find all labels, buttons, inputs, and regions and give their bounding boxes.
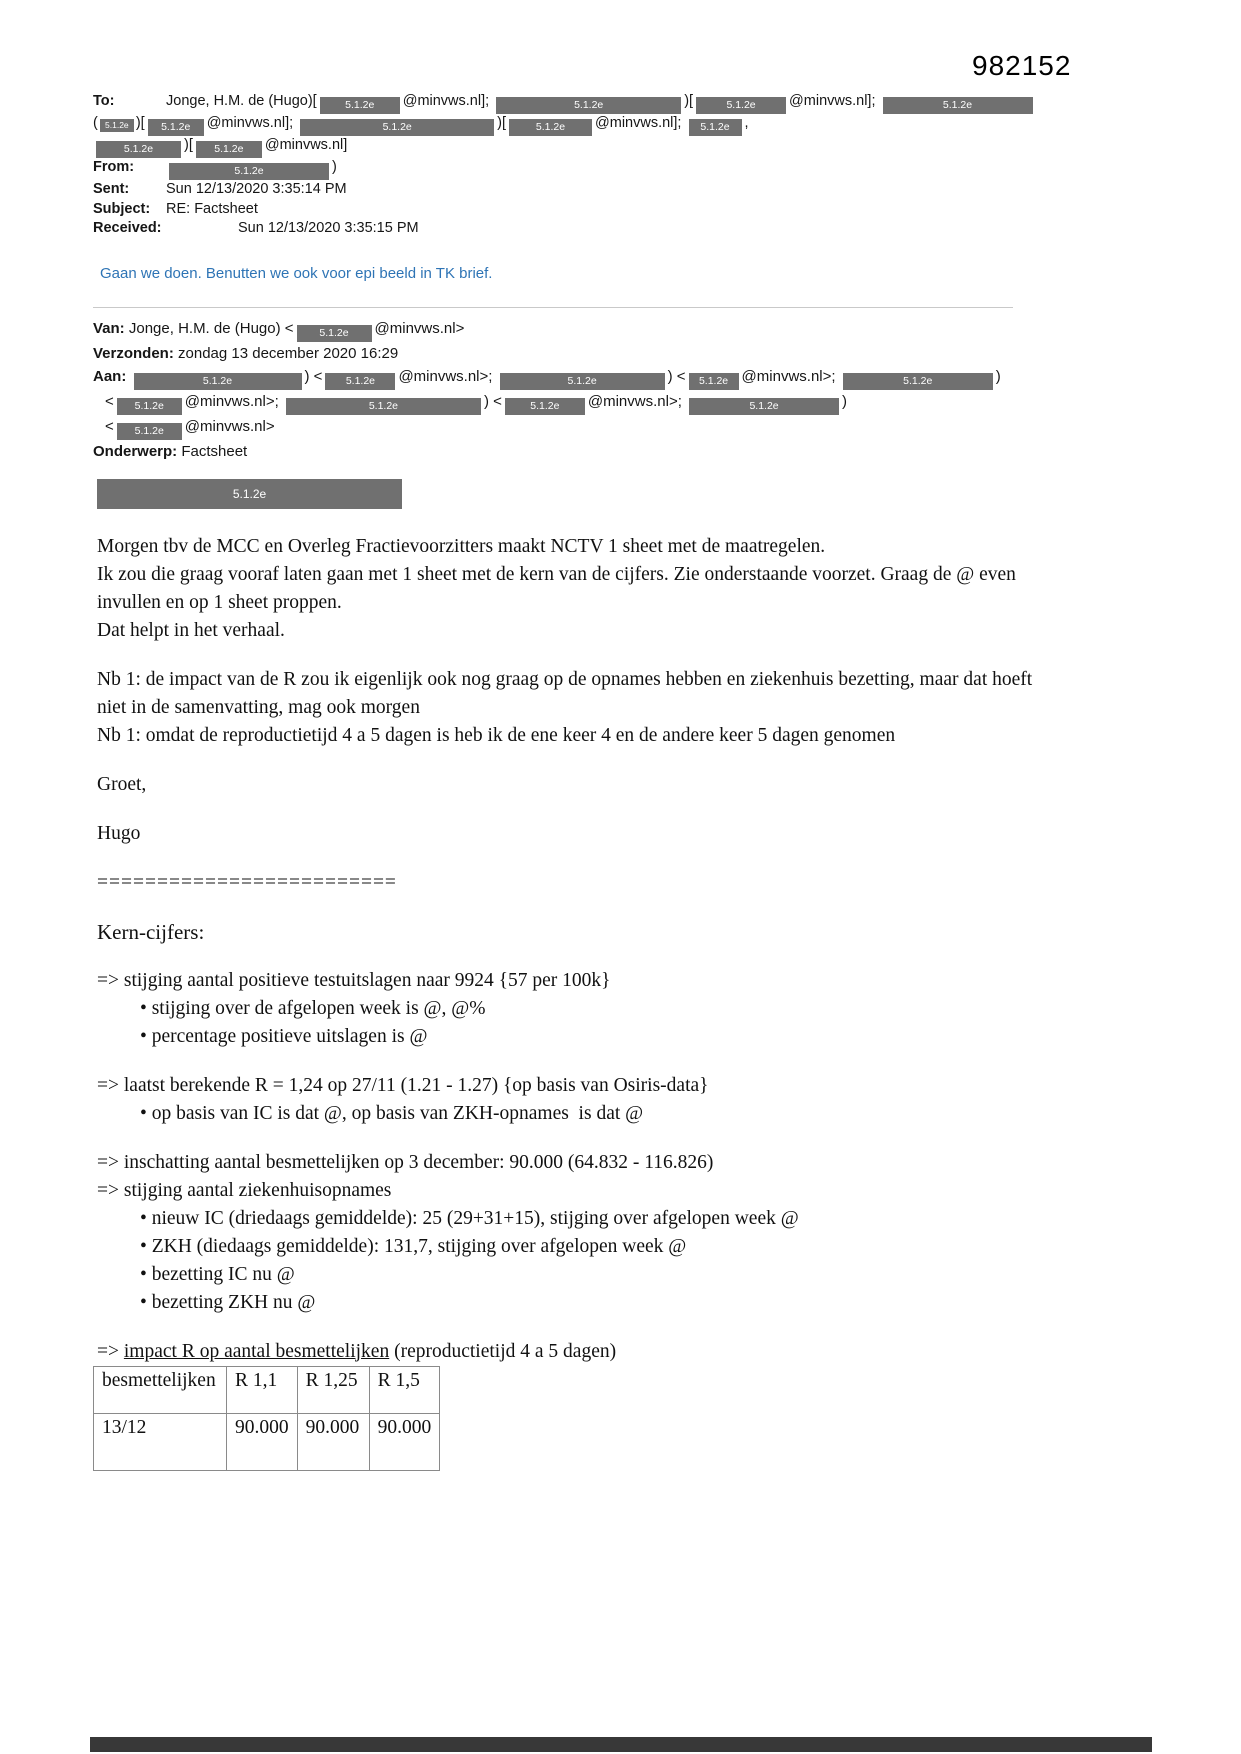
redaction-box: 5.1.2e [117,398,182,415]
text-fragment: @minvws.nl>; [398,367,497,385]
redaction-box: 5.1.2e [134,373,302,390]
header-field-label: From: [93,159,135,175]
text-fragment: => [97,1340,124,1362]
text-fragment: )[ [135,115,145,131]
redaction-box: 5.1.2e [169,163,329,180]
header-line [93,158,1155,180]
table-header-cell: besmettelijken [94,1366,227,1413]
redaction-box: 5.1.2e [883,97,1033,114]
header-divider-line [93,307,1013,308]
body-line: niet in de samenvatting, mag ook morgen [97,696,420,718]
text-fragment: ) < [483,392,502,410]
header-line [93,440,1155,463]
email-header-outlook [93,92,1155,239]
text-fragment: @minvws.nl>; [587,392,687,410]
blank-line [97,848,1155,869]
header-field-label: Onderwerp: [93,442,182,460]
header-line [93,390,1155,415]
redaction-box: 5.1.2e [196,141,262,158]
email-body [97,533,1155,1366]
text-fragment: ) < [667,367,686,385]
table-cell: 90.000 [297,1413,369,1470]
body-line: Kern-cijfers: [97,919,205,944]
header-line [93,365,1155,390]
header-line [93,415,1155,440]
text-fragment: ) [332,159,337,175]
redaction-box: 5.1.2e [286,398,481,415]
body-line: • nieuw IC (driedaags gemiddelde): 25 (29+31+15), stijging over afgelopen week @ [140,1207,799,1229]
blank-line [97,799,1155,820]
text-fragment: (reproductietijd 4 a 5 dagen) [389,1340,617,1362]
text-fragment: ) < [304,367,323,385]
document-number: 982152 [972,50,1072,81]
table-header-cell: R 1,5 [369,1366,440,1413]
email-content [93,92,1155,1471]
header-field-label: Subject: [93,200,151,217]
text-fragment: @minvws.nl]; [595,115,686,131]
header-field-label: To: [93,93,115,109]
body-line: • op basis van IC is dat @, op basis van ZKH-opnames is dat @ [140,1102,644,1124]
text-fragment: @minvws.nl]; [206,115,298,131]
body-line: invullen en op 1 sheet proppen. [97,591,342,613]
header-field-label: Received: [93,220,162,236]
redaction-box: 5.1.2e [505,398,585,415]
text-fragment: impact R op aantal besmettelijken [123,1340,390,1362]
text-fragment: @minvws.nl> [184,417,275,435]
header-line [93,136,1155,158]
blank-line [97,750,1155,771]
blank-line [97,1051,1155,1072]
text-fragment: )[ [497,115,507,131]
text-fragment: Factsheet [181,442,248,460]
header-line [93,114,1155,136]
text-fragment: < [105,417,114,435]
table-cell: 13/12 [94,1413,227,1470]
redaction-box: 5.1.2e [148,119,204,136]
redaction-box: 5.1.2e [696,97,786,114]
body-line: • bezetting IC nu @ [140,1263,295,1285]
footer-redaction-bar [90,1737,1152,1752]
redaction-box: 5.1.2e [325,373,395,390]
header-field-label: Van: [93,319,129,337]
redaction-box: 5.1.2e [689,119,742,136]
text-fragment: , [744,115,749,131]
body-line: • percentage positieve uitslagen is @ [140,1025,428,1047]
blank-line [97,946,1155,967]
text-fragment: Jonge, H.M. de (Hugo) < [128,319,294,337]
body-line: => laatst berekende R = 1,24 op 27/11 (1.21 - 1.27) {op basis van Osiris-data} [97,1074,709,1096]
text-fragment: @minvws.nl>; [184,392,283,410]
body-line: Dat helpt in het verhaal. [97,619,285,641]
redaction-block-large: 5.1.2e [97,479,402,509]
blank-line [97,645,1155,666]
text-fragment: zondag 13 december 2020 16:29 [178,344,399,362]
body-line: Nb 1: de impact van de R zou ik eigenlijk ook nog graag op de opnames hebben en ziekenhuis bezetting, maar dat hoeft [97,668,1033,690]
redaction-box: 5.1.2e [843,373,993,390]
text-fragment: ) [842,392,848,410]
body-line: => inschatting aantal besmettelijken op 3 december: 90.000 (64.832 - 116.826) [97,1151,714,1173]
body-line: Nb 1: omdat de reproductietijd 4 a 5 dagen is heb ik de ene keer 4 en de andere keer 5 dagen genomen [97,724,896,746]
body-line: => stijging aantal ziekenhuisopnames [97,1179,392,1201]
blank-line [97,1317,1155,1338]
header-line [93,342,1155,365]
table-cell: 90.000 [369,1413,440,1470]
body-line: => stijging aantal positieve testuitslagen naar 9924 {57 per 100k} [97,969,611,991]
redaction-box: 5.1.2e [320,97,400,114]
redaction-box: 5.1.2e [96,141,181,158]
redaction-box: 5.1.2e [689,398,839,415]
redaction-box: 5.1.2e [496,97,681,114]
text-fragment: Sun 12/13/2020 3:35:14 PM [166,181,347,197]
body-line: • bezetting ZKH nu @ [140,1291,316,1313]
redaction-box: 5.1.2e [300,119,494,136]
text-fragment: Sun 12/13/2020 3:35:15 PM [238,220,419,236]
header-field-label: Aan: [93,367,131,385]
text-fragment: @minvws.nl]; [402,93,494,109]
text-fragment: @minvws.nl>; [741,367,840,385]
body-line: Morgen tbv de MCC en Overleg Fractievoorzitters maakt NCTV 1 sheet met de maatregelen. [97,535,826,557]
body-line: • ZKH (diedaags gemiddelde): 131,7, stijging over afgelopen week @ [140,1235,687,1257]
header-line [93,92,1155,114]
table-cell: 90.000 [227,1413,298,1470]
header-line [93,200,1155,220]
text-fragment: RE: Factsheet [166,200,258,217]
header-field-label: Verzonden: [93,344,179,362]
body-line: • stijging over de afgelopen week is @, @% [140,997,486,1019]
text-fragment: < [105,392,114,410]
impact-r-table [93,1366,440,1471]
body-line [97,1338,1155,1366]
redaction-box: 5.1.2e [500,373,665,390]
text-fragment: ) [995,367,1001,385]
text-fragment: ( [93,115,98,131]
table-header-cell: R 1,1 [227,1366,298,1413]
text-fragment: @minvws.nl> [374,319,465,337]
blank-line [97,1128,1155,1149]
text-fragment: Jonge, H.M. de (Hugo)[ [166,93,317,109]
table-header-cell: R 1,25 [297,1366,369,1413]
text-fragment: )[ [684,93,694,109]
blank-line [97,897,1155,918]
redaction-box: 5.1.2e [509,119,592,136]
email-header-quoted [93,317,1155,463]
redaction-box: 5.1.2e [117,423,182,440]
body-line: Hugo [97,822,141,844]
body-line: Ik zou die graag vooraf laten gaan met 1 sheet met de kern van de cijfers. Zie onderstaande voorzet. Graag de @ even [97,563,1016,585]
header-line [93,317,1155,342]
reply-intro-text: Gaan we doen. Benutten we ook voor epi beeld in TK brief. [100,264,493,282]
redaction-box: 5.1.2e [100,119,134,132]
body-line: Groet, [97,773,147,795]
body-line: ========================= [97,871,397,893]
table-row [94,1413,440,1470]
header-line [93,219,1155,239]
header-field-label: Sent: [93,181,130,197]
redaction-box: 5.1.2e [689,373,739,390]
text-fragment: )[ [184,137,193,153]
text-fragment: @minvws.nl]; [789,93,880,109]
text-fragment: @minvws.nl] [264,137,348,153]
redaction-box: 5.1.2e [297,325,372,342]
header-line [93,180,1155,200]
